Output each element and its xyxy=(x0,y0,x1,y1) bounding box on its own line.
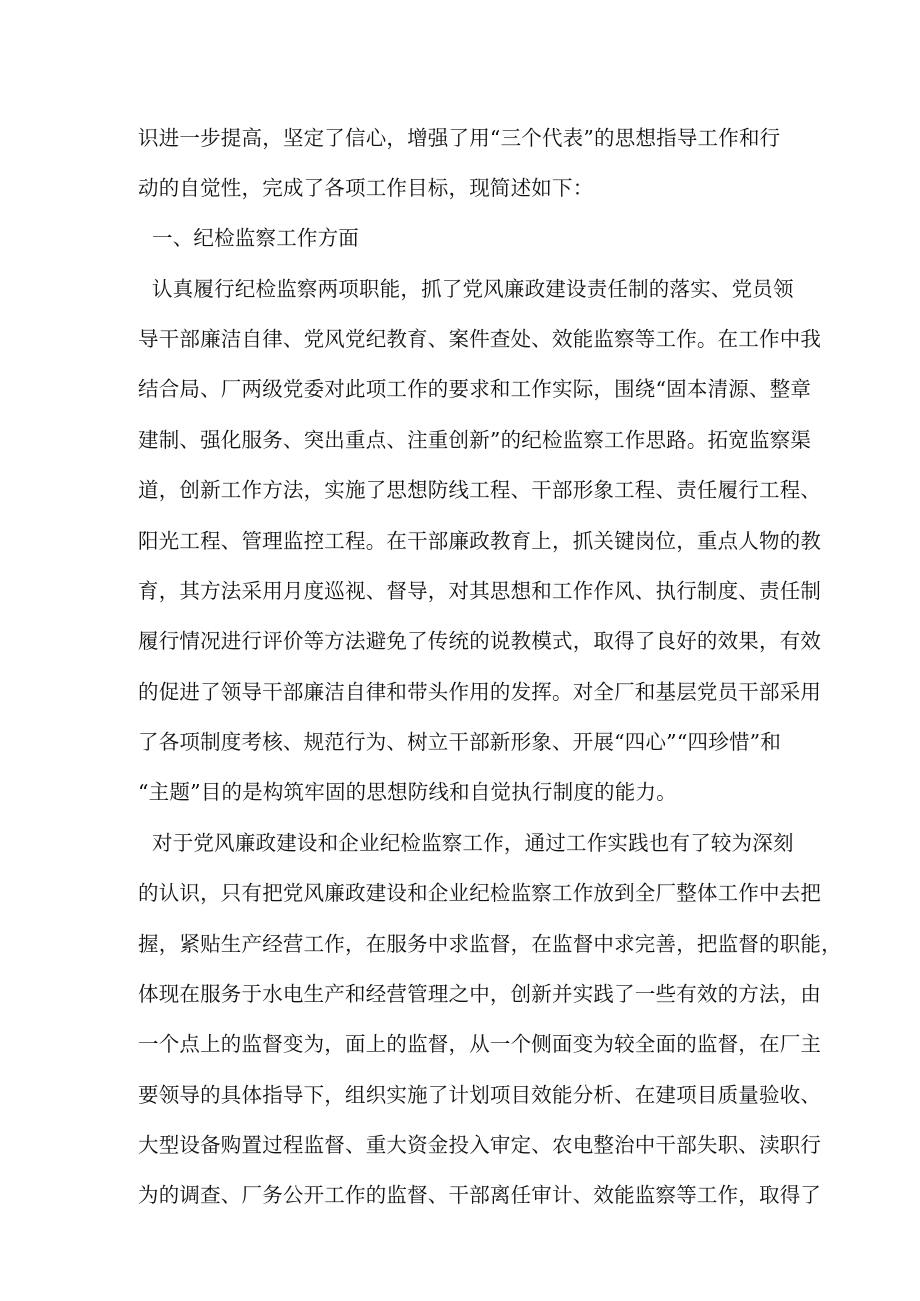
text-line-11: 履行情况进行评价等方法避免了传统的说教模式，取得了良好的效果，有效 xyxy=(138,629,822,653)
text-line-18: 体现在服务于水电生产和经营管理之中，创新并实践了一些有效的方法，由 xyxy=(138,982,822,1006)
text-line-16: 的认识，只有把党风廉政建设和企业纪检监察工作放到全厂整体工作中去把 xyxy=(138,881,822,905)
text-line-21: 大型设备购置过程监督、重大资金投入审定、农电整治中干部失职、渎职行 xyxy=(138,1133,822,1157)
text-line-14: “主题”目的是构筑牢固的思想防线和自觉执行制度的能力。 xyxy=(138,780,677,804)
text-line-10: 育，其方法采用月度巡视、督导，对其思想和工作作风、执行制度、责任制 xyxy=(138,579,822,603)
text-line-8: 道，创新工作方法，实施了思想防线工程、干部形象工程、责任履行工程、 xyxy=(138,478,822,502)
text-line-4: 认真履行纪检监察两项职能，抓了党风廉政建设责任制的落实、党员领 xyxy=(152,277,794,301)
text-line-2: 动的自觉性，完成了各项工作目标，现简述如下： xyxy=(138,176,594,200)
text-line-17: 握，紧贴生产经营工作，在服务中求监督，在监督中求完善，把监督的职能， xyxy=(138,932,842,956)
text-line-6: 结合局、厂两级党委对此项工作的要求和工作实际，围绕“固本清源、整章 xyxy=(138,377,812,401)
text-line-12: 的促进了领导干部廉洁自律和带头作用的发挥。对全厂和基层党员干部采用 xyxy=(138,680,822,704)
text-line-15: 对于党风廉政建设和企业纪检监察工作，通过工作实践也有了较为深刻 xyxy=(152,831,794,855)
text-line-7: 建制、强化服务、突出重点、注重创新”的纪检监察工作思路。拓宽监察渠 xyxy=(138,428,812,452)
text-line-13: 了各项制度考核、规范行为、树立干部新形象、开展“四心”“四珍惜”和 xyxy=(138,730,782,754)
text-line-22: 为的调查、厂务公开工作的监督、干部离任审计、效能监察等工作，取得了 xyxy=(138,1183,822,1207)
text-line-19: 一个点上的监督变为，面上的监督，从一个侧面变为较全面的监督，在厂主 xyxy=(138,1032,822,1056)
text-line-20: 要领导的具体指导下，组织实施了计划项目效能分析、在建项目质量验收、 xyxy=(138,1083,822,1107)
text-line-5: 导干部廉洁自律、党风党纪教育、案件查处、效能监察等工作。在工作中我 xyxy=(138,327,822,351)
text-line-1: 识进一步提高，坚定了信心，增强了用“三个代表”的思想指导工作和行 xyxy=(138,126,781,150)
text-line-9: 阳光工程、管理监控工程。在干部廉政教育上，抓关键岗位，重点人物的教 xyxy=(138,529,822,553)
section-heading: 一、纪检监察工作方面 xyxy=(152,226,359,250)
